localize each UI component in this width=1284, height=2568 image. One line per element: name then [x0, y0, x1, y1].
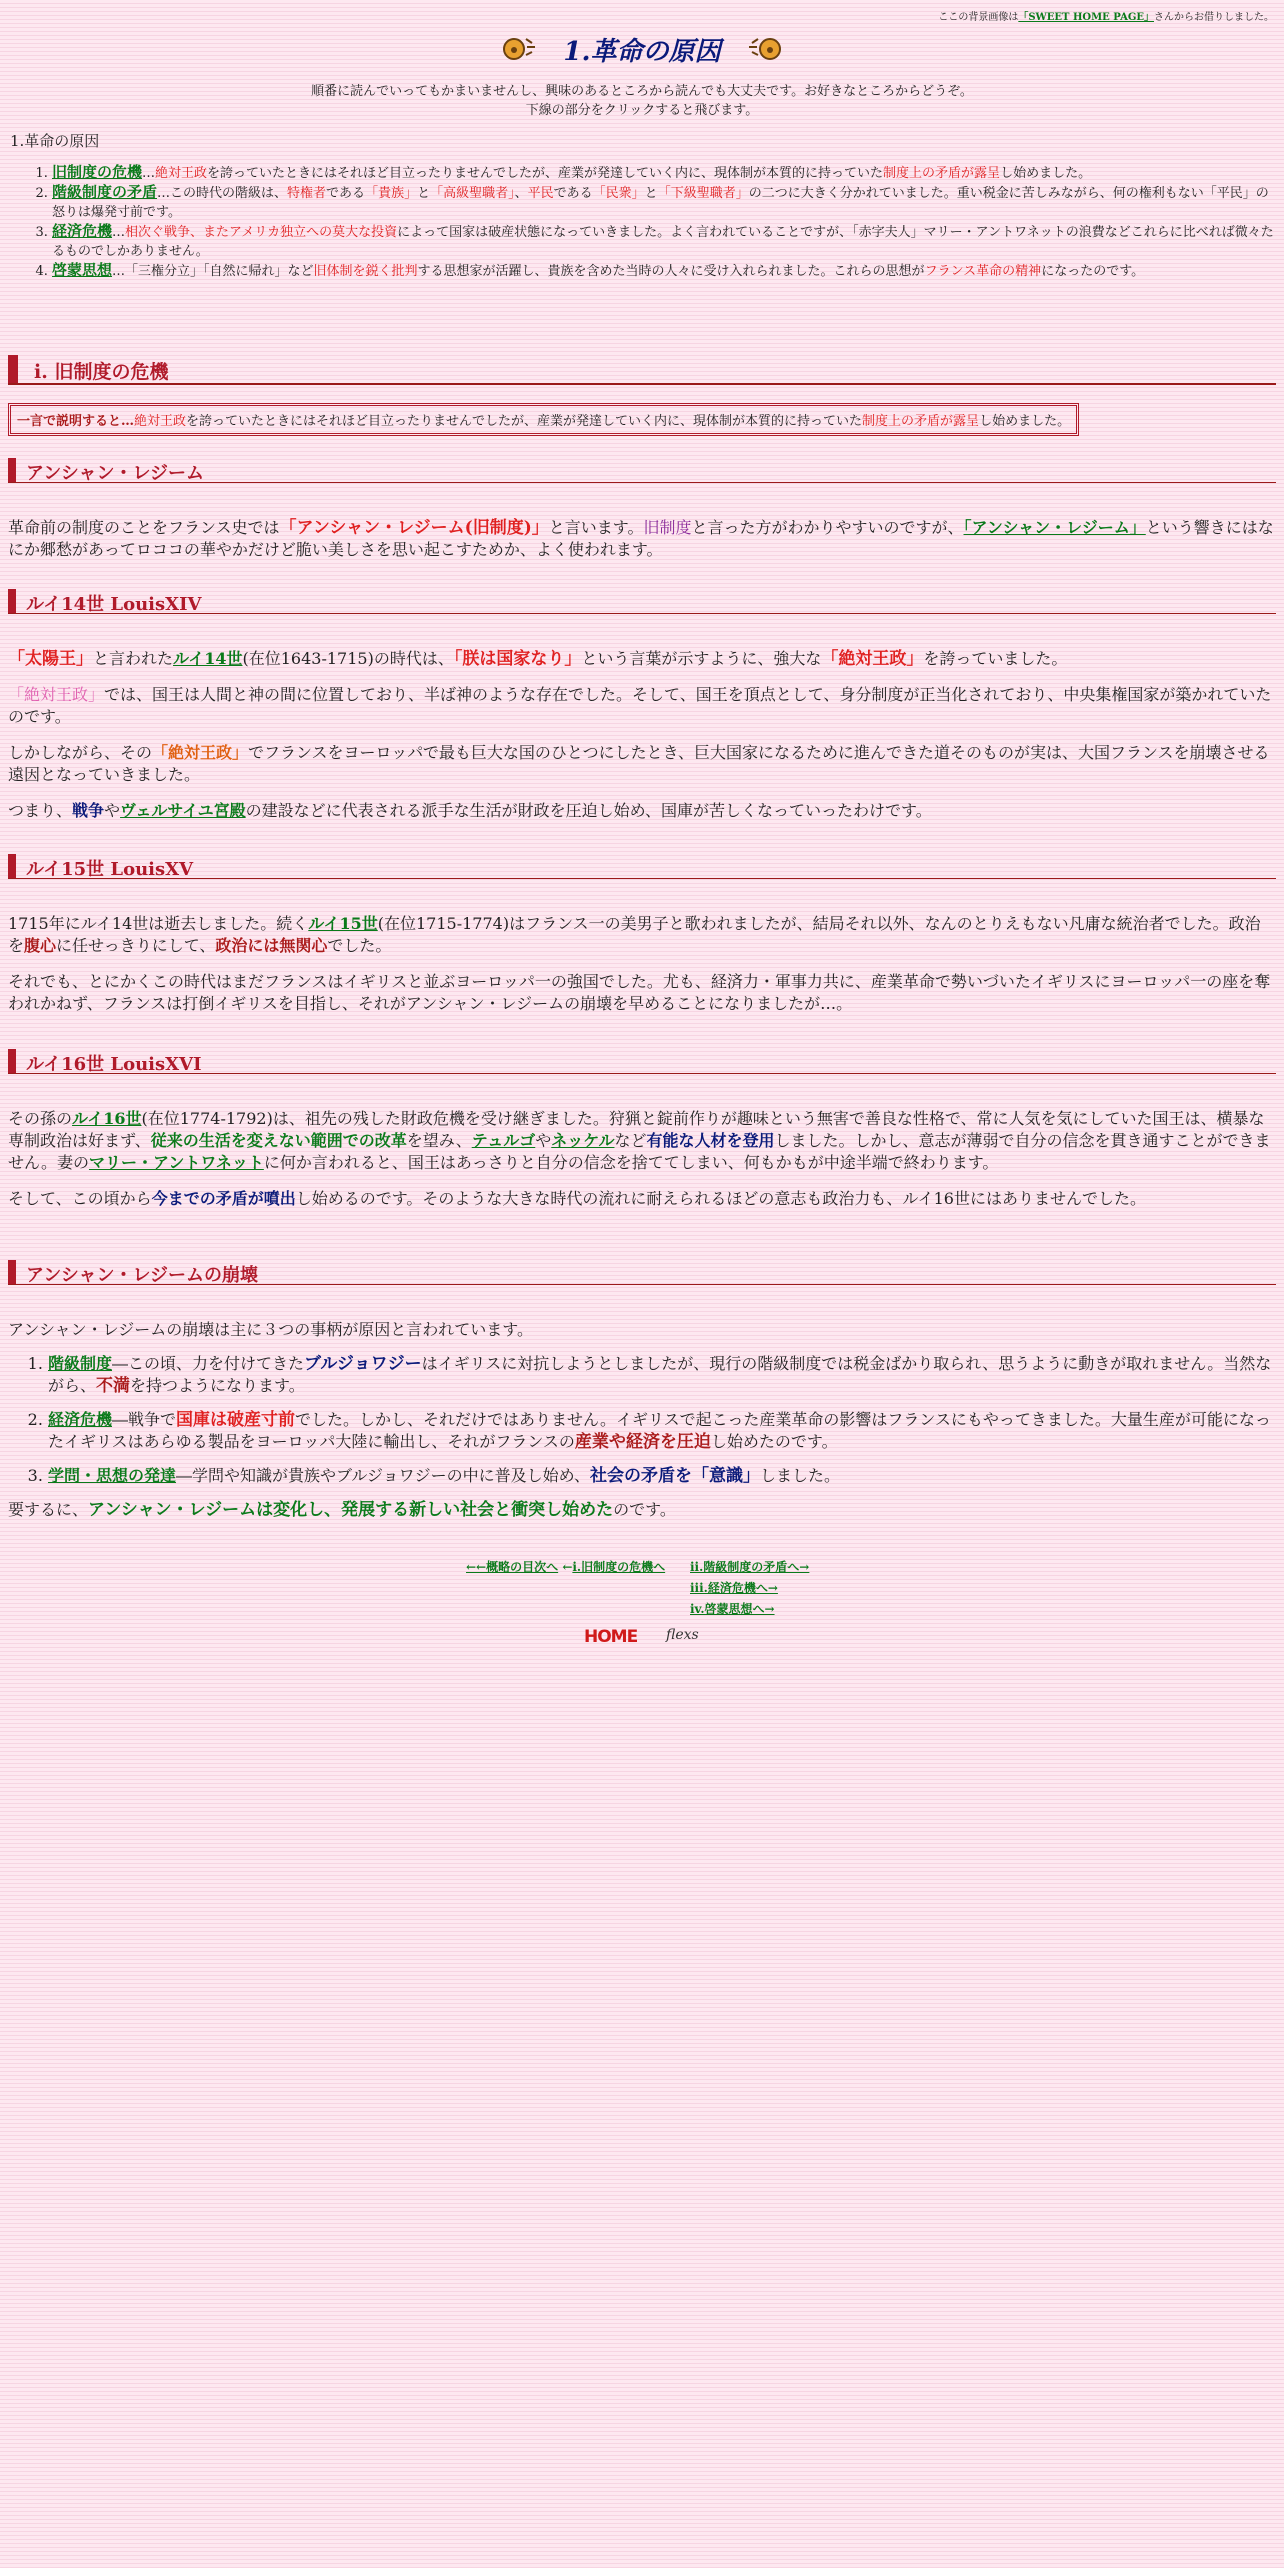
credit-suffix: さんからお借りしました。 — [1154, 12, 1274, 23]
credit-prefix: ここの背景画像は — [938, 12, 1019, 23]
subsection-heading — [8, 854, 1276, 879]
heading-marker — [8, 458, 16, 482]
credit-line — [0, 0, 1284, 23]
page-title: 1.革命の原因 — [563, 37, 721, 67]
louis14-link[interactable]: ルイ14世 — [173, 649, 243, 668]
ancien-regime-link[interactable]: 「アンシャン・レジーム」 — [963, 518, 1146, 537]
cause-link-economy[interactable]: 経済危機 — [48, 1410, 113, 1429]
subsection-heading-text: ルイ15世 LouisXV — [26, 859, 194, 880]
subsection-heading-text: アンシャン・レジームの崩壊 — [26, 1265, 259, 1286]
nav-prev-link[interactable]: ←←概略の目次へ — [466, 1560, 559, 1574]
bell-icon — [740, 35, 784, 65]
necker-link[interactable]: ネッケル — [551, 1131, 615, 1150]
flexs-logo[interactable]: flexs — [666, 1627, 699, 1643]
toc-item: 3. 経済危機…相次ぐ戦争、またアメリカ独立への莫大な投資によって国家は破産状態になっていきました。よく言われていることですが、「赤字夫人」マリー・アントワネットの浪費などこれらに比べれば微々たるものでしかありません。 — [52, 222, 1276, 261]
paragraph: つまり、戦争やヴェルサイユ宮殿の建設などに代表される派手な生活が財政を圧迫し始め、国庫が苦しくなっていったわけです。 — [8, 801, 932, 820]
list-item: 2. 経済危機―戦争で国庫は破産寸前でした。しかし、それだけではありません。イギリスで起こった産業革命の影響はフランスにもやってきました。大量生産が可能になったイギリスはあらゆる製品をヨーロッパ大陸に輸出し、それがフランスの産業や経済を圧迫し始めたのです。 — [48, 1409, 1276, 1453]
heading-marker — [8, 1049, 16, 1073]
list-item: 1. 階級制度―この頃、力を付けてきたブルジョワジーはイギリスに対抗しようとしましたが、現行の階級制度では税金ばかり取られ、思うように動きが取れません。当然ながら、不満を持つようになります。 — [48, 1353, 1276, 1397]
toc-item: 1. 旧制度の危機…絶対王政を誇っていたときにはそれほど目立ったりませんでしたが、産業が発達していく内に、現体制が本質的に持っていた制度上の矛盾が露呈し始めました。 — [52, 163, 1276, 183]
subsection-heading — [8, 1049, 1276, 1074]
nav-separator: ← — [562, 1560, 573, 1574]
paragraph: その孫のルイ16世(在位1774-1792)は、祖先の残した財政危機を受け継ぎました。狩猟と錠前作りが趣味という無害で善良な性格で、常に人気を気にしていた国王は、横暴な専制政治は好まず、従来の生活を変えない範囲での改革を望み、テュルゴやネッケルなど有能な人材を登用しました。しかし、意志が薄弱で自分の信念を貫き通すことができません。妻のマリー・アントワネットに何か言われると、国王はあっさりと自分の信念を捨ててしまい、何もかもが中途半端で終わります。 — [8, 1109, 1271, 1172]
toc-link-economic-crisis[interactable]: 経済危機 — [52, 222, 113, 240]
toc-item: 4. 啓蒙思想…「三権分立」「自然に帰れ」など旧体制を鋭く批判する思想家が活躍し、貴族を含めた当時の人々に受け入れられました。これらの思想がフランス革命の精神になったのです。 — [52, 261, 1276, 281]
summary-box: 一言で説明すると…絶対王政を誇っていたときにはそれほど目立ったりませんでしたが、産業が発達していく内に、現体制が本質的に持っていた制度上の矛盾が露呈し始めました。 — [8, 403, 1079, 436]
toc-link-enlightenment[interactable]: 啓蒙思想 — [52, 261, 113, 279]
cause-list — [8, 1353, 1276, 1487]
section-heading-text: i. 旧制度の危機 — [34, 361, 169, 383]
bell-icon — [500, 35, 544, 65]
louis15-link[interactable]: ルイ15世 — [308, 914, 378, 933]
credit-site-link[interactable]: 「SWEET HOME PAGE」 — [1018, 12, 1154, 23]
subsection-heading-text: アンシャン・レジーム — [26, 463, 205, 484]
subsection-heading — [8, 589, 1276, 614]
heading-marker — [8, 589, 16, 613]
intro-line: 下線の部分をクリックすると飛びます。 — [525, 103, 759, 118]
toc-item: 2. 階級制度の矛盾…この時代の階級は、特権者である「貴族」と「高級聖職者」、平民である「民衆」と「下級聖職者」の二つに大きく分かれていました。重い税金に苦しみながら、何の権利もない「平民」の怒りは爆発寸前です。 — [52, 183, 1276, 222]
nav-next-link[interactable]: iii.経済危機へ→ — [690, 1581, 778, 1595]
nav-next-link[interactable]: ii.階級制度の矛盾へ→ — [690, 1560, 810, 1574]
versailles-link[interactable]: ヴェルサイユ宮殿 — [120, 801, 246, 820]
marie-antoinette-link[interactable]: マリー・アントワネット — [88, 1153, 264, 1172]
paragraph: アンシャン・レジームの崩壊は主に３つの事柄が原因と言われています。 — [8, 1320, 533, 1339]
home-link[interactable]: HOME — [584, 1627, 638, 1647]
section-heading — [8, 355, 1276, 385]
louis16-link[interactable]: ルイ16世 — [72, 1109, 142, 1128]
subsection-heading — [8, 1260, 1276, 1285]
intro-line: 順番に読んでいってもかまいませんし、興味のあるところから読んでも大丈夫です。お好きなところからどうぞ。 — [311, 84, 973, 99]
paragraph: 1715年にルイ14世は逝去しました。続くルイ15世(在位1715-1774)はフランス一の美男子と歌われましたが、結局それ以外、なんのとりえもない凡庸な統治者でした。政治を腹心に任せっきりにして、政治には無関心でした。 — [8, 914, 1261, 955]
paragraph: そして、この頃から今までの矛盾が噴出し始めるのです。そのような大きな時代の流れに耐えられるほどの意志も政治力も、ルイ16世にはありませんでした。 — [8, 1189, 1146, 1208]
paragraph: それでも、とにかくこの時代はまだフランスはイギリスと並ぶヨーロッパ一の強国でした。尤も、経済力・軍事力共に、産業革命で勢いづいたイギリスにヨーロッパ一の座を奪われかねず、フランスは打倒イギリスを目指し、それがアンシャン・レジームの崩壊を早めることになりましたが…。 — [8, 972, 1271, 1013]
list-item: 3. 学問・思想の発達―学問や知識が貴族やブルジョワジーの中に普及し始め、社会の矛盾を「意識」しました。 — [48, 1465, 1276, 1487]
cause-link-class[interactable]: 階級制度 — [48, 1354, 113, 1373]
toc-list — [8, 163, 1276, 281]
title-row — [0, 31, 1284, 68]
subsection-heading-text: ルイ14世 LouisXIV — [26, 594, 202, 615]
heading-marker — [8, 854, 16, 878]
footer-nav — [8, 1557, 1276, 1627]
toc-link-ancien-crisis[interactable]: 旧制度の危機 — [52, 163, 143, 181]
paragraph: 「絶対王政」では、国王は人間と神の間に位置しており、半ば神のような存在でした。そして、国王を頂点として、身分制度が正当化されており、中央集権国家が築かれていたのです。 — [8, 685, 1272, 726]
heading-marker — [8, 1260, 16, 1284]
paragraph: 「太陽王」と言われたルイ14世(在位1643-1715)の時代は、「朕は国家なり」という言葉が示すように、強大な「絶対王政」を誇っていました。 — [8, 649, 1068, 669]
paragraph: 要するに、アンシャン・レジームは変化し、発展する新しい社会と衝突し始めたのです。 — [8, 1500, 676, 1520]
paragraph: しかしながら、その「絶対王政」でフランスをヨーロッパで最も巨大な国のひとつにしたとき、巨大国家になるために進んできた道そのものが実は、大国フランスを崩壊させる遠因となっていきました。 — [8, 743, 1270, 784]
cause-link-thought[interactable]: 学問・思想の発達 — [48, 1466, 177, 1485]
paragraph: 革命前の制度のことをフランス史では「アンシャン・レジーム(旧制度)」と言います。旧制度と言った方がわかりやすいのですが、「アンシャン・レジーム」という響きにはなにか郷愁があってロココの華やかだけど脆い美しさを思い起こすためか、よく使われます。 — [8, 518, 1274, 559]
nav-current-link[interactable]: i.旧制度の危機へ — [572, 1560, 666, 1574]
subsection-heading-text: ルイ16世 LouisXVI — [26, 1054, 202, 1075]
subsection-heading — [8, 458, 1276, 483]
nav-next-link[interactable]: iv.啓蒙思想へ→ — [690, 1602, 775, 1616]
heading-marker — [8, 355, 18, 383]
intro-text — [0, 82, 1284, 120]
toc-link-class-system[interactable]: 階級制度の矛盾 — [52, 183, 158, 201]
turgot-link[interactable]: テュルゴ — [471, 1131, 536, 1150]
toc-heading: 1.革命の原因 — [10, 132, 100, 150]
